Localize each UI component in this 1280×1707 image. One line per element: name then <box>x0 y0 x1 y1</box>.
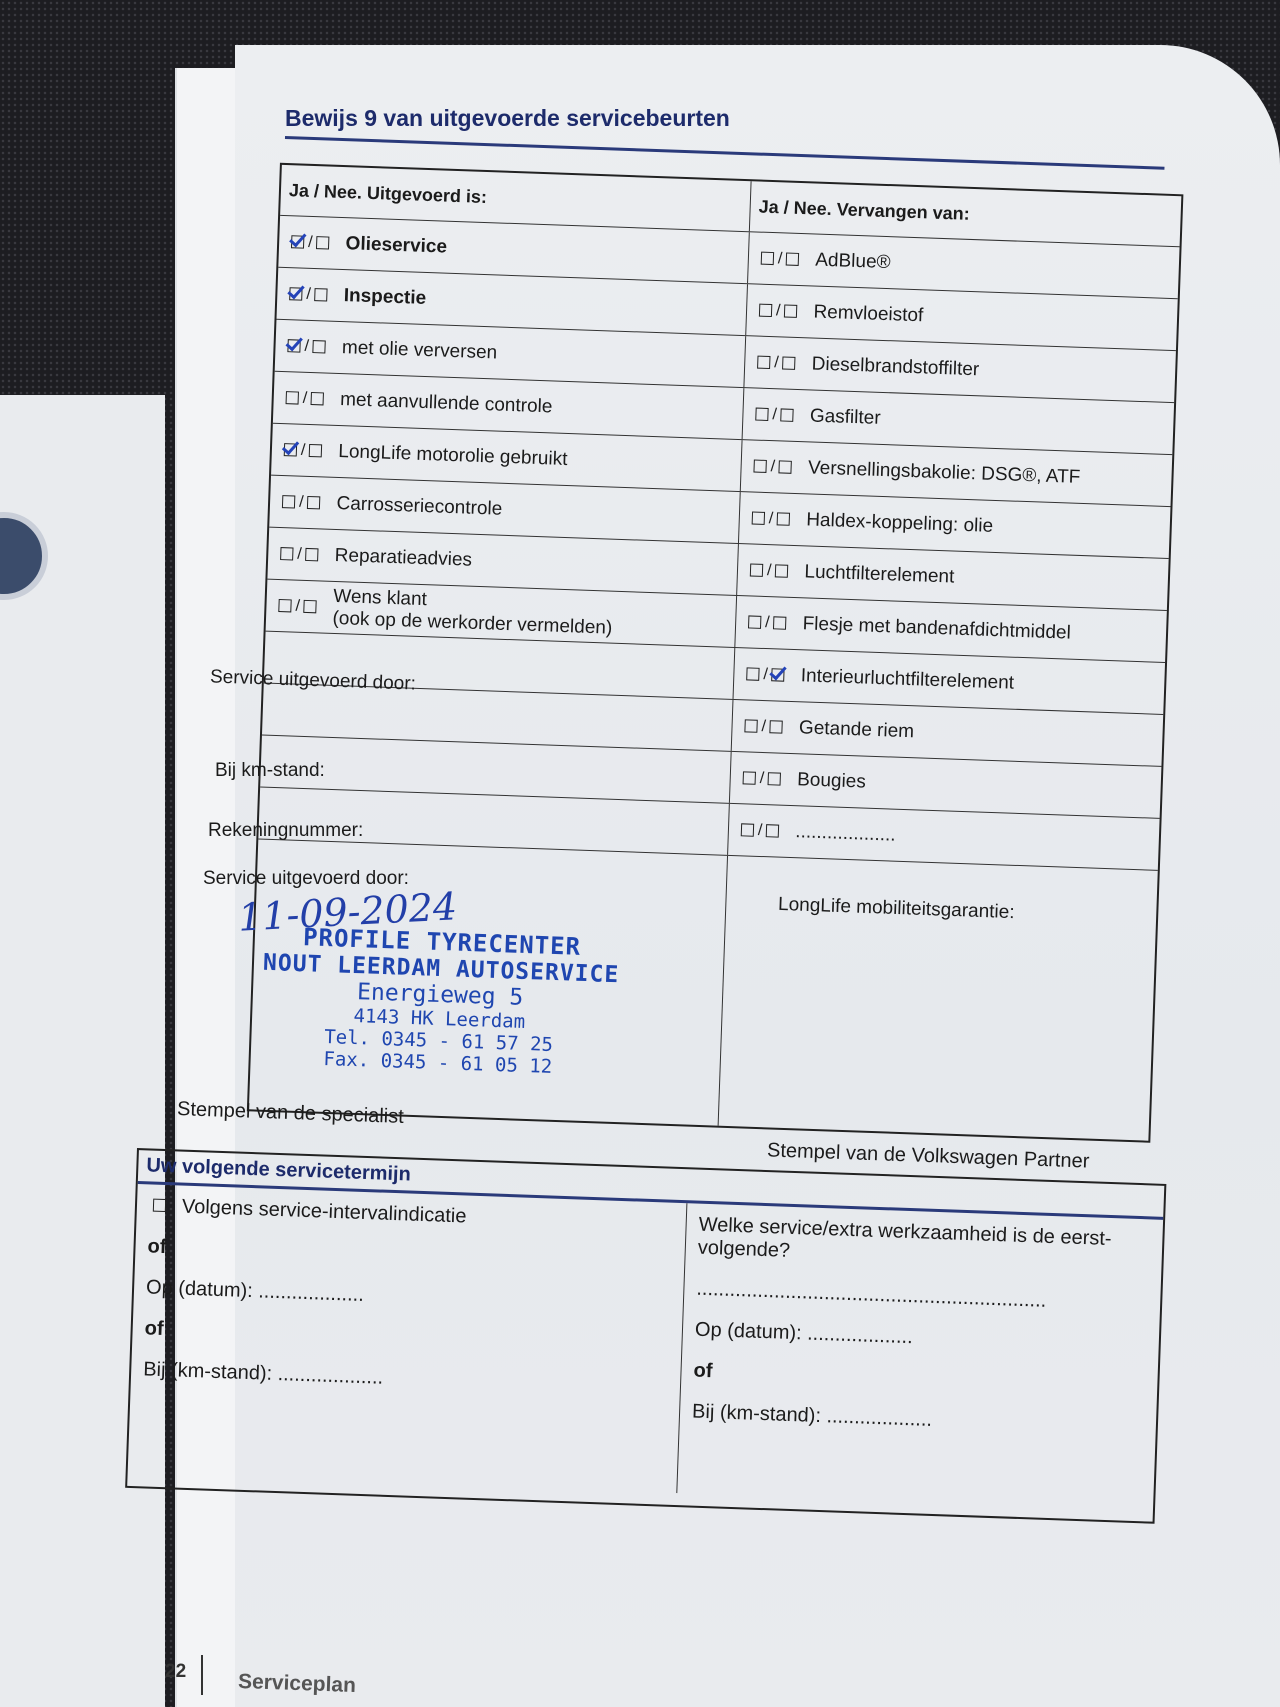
service-item-label: met aanvullende controle <box>339 388 553 417</box>
yes-no-checkbox[interactable]: / <box>749 457 796 477</box>
service-item-label: met olie verversen <box>341 336 498 363</box>
yes-no-checkbox[interactable]: / <box>740 717 787 737</box>
account-label: Rekeningnummer: <box>208 820 364 841</box>
service-item-label: Carrosseriecontrole <box>336 492 503 520</box>
header-left: Ja / Nee. Uitgevoerd is: <box>280 165 751 231</box>
replacement-item-label: ................... <box>795 820 897 846</box>
dealer-stamp <box>223 921 658 1082</box>
stamp-line-2: NOUT LEERDAM AUTOSERVICE <box>262 949 620 989</box>
replacement-item-label: Remvloeistof <box>813 301 924 326</box>
replacement-item-label: Versnellingsbakolie: DSG®, ATF <box>807 456 1081 488</box>
yes-no-checkbox[interactable]: / <box>751 405 798 425</box>
service-by-label-2: Service uitgevoerd door: <box>203 868 409 889</box>
km-stand-label: Bij km-stand: <box>215 760 325 781</box>
service-item-sublabel: (ook op de werkorder vermelden) <box>332 607 613 639</box>
replacement-item-label: Luchtfilterelement <box>804 560 955 588</box>
service-item-label: Reparatieadvies <box>334 544 473 571</box>
replacement-item-label: Interieurluchtfilterelement <box>800 664 1015 694</box>
section-label: Serviceplan <box>237 1669 357 1698</box>
page-number: 22 <box>165 1661 187 1682</box>
footer-divider <box>201 1655 203 1695</box>
stamp-line-5: Tel. 0345 - 61 57 25 <box>323 1025 554 1056</box>
next-service-title: Uw volgende servicetermijn <box>138 1150 1165 1220</box>
yes-no-checkbox[interactable]: / <box>287 233 334 253</box>
next-question: Welke service/extra werkzaamheid is de eerst-volgende? <box>697 1213 1112 1262</box>
service-by-label: Service uitgevoerd door: <box>209 666 417 695</box>
page-title: Bewijs 9 van uitgevoerde servicebeurten <box>285 105 730 131</box>
next-date-right[interactable]: Op (datum): ................... <box>694 1318 914 1349</box>
next-opt1[interactable]: Volgens service-intervalindicatie <box>149 1194 674 1235</box>
stamp-vw-label: Stempel van de Volkswagen Partner <box>766 1139 1090 1173</box>
next-service-block <box>124 1148 1176 1544</box>
next-left-col <box>128 1184 688 1493</box>
service-item-label: Inspectie <box>343 284 427 309</box>
yes-no-checkbox[interactable]: / <box>278 492 325 512</box>
yes-no-checkbox[interactable]: / <box>748 509 795 529</box>
stamp-specialist-label: Stempel van de specialist <box>176 1098 405 1128</box>
yes-no-checkbox[interactable]: / <box>746 561 793 581</box>
stamp-line-4: 4143 HK Leerdam <box>353 1005 526 1033</box>
yes-no-checkbox[interactable]: / <box>280 440 327 460</box>
yes-no-checkbox[interactable]: / <box>285 285 332 305</box>
yes-no-checkbox[interactable]: / <box>283 337 330 357</box>
replacement-item-label: Flesje met bandenafdichtmiddel <box>802 612 1072 644</box>
next-service-box <box>125 1148 1166 1524</box>
next-service-body <box>128 1184 1163 1510</box>
next-dots[interactable]: ............................................................... <box>696 1277 1047 1312</box>
yes-no-checkbox[interactable]: / <box>753 353 800 373</box>
yes-no-checkbox[interactable]: / <box>274 596 321 616</box>
next-date[interactable]: Op (datum): ................... <box>145 1276 365 1306</box>
next-of-2: of <box>144 1317 164 1341</box>
service-item-label: LongLife motorolie gebruikt <box>338 440 568 470</box>
yes-no-checkbox[interactable]: / <box>737 821 784 841</box>
replacement-item-label: AdBlue® <box>814 249 891 273</box>
header-right: Ja / Nee. Vervangen van: <box>758 196 971 224</box>
yes-no-checkbox[interactable]: / <box>742 665 789 685</box>
replacement-item-label: Haldex-koppeling: olie <box>805 508 994 537</box>
service-item-label: Olieservice <box>345 232 448 258</box>
longlife-label: LongLife mobiliteitsgarantie: <box>777 893 1015 924</box>
next-right-col <box>677 1203 1163 1509</box>
handwritten-date: 11-09-2024 <box>236 884 459 940</box>
stamp-line-1: PROFILE TYRECENTER <box>302 923 582 961</box>
yes-no-checkbox[interactable]: / <box>744 613 791 633</box>
service-item-label: Wens klant <box>332 585 428 610</box>
yes-no-checkbox[interactable]: / <box>757 249 804 269</box>
yes-no-checkbox[interactable]: / <box>738 769 785 789</box>
yes-no-checkbox[interactable]: / <box>276 544 323 564</box>
next-of-3: of <box>693 1359 713 1383</box>
stamp-line-6: Fax. 0345 - 61 05 12 <box>323 1047 553 1078</box>
replacement-item-label: Dieselbrandstoffilter <box>811 352 980 380</box>
replacement-item-label: Bougies <box>796 768 867 793</box>
yes-no-checkbox[interactable]: / <box>281 389 328 409</box>
yes-no-checkbox[interactable]: / <box>755 301 802 321</box>
next-km-right[interactable]: Bij (km-stand): ................... <box>691 1400 933 1431</box>
checkbox-icon[interactable] <box>153 1199 166 1212</box>
stamp-line-3: Energieweg 5 <box>356 979 524 1011</box>
replacement-item-label: Getande riem <box>798 716 915 742</box>
next-km[interactable]: Bij (km-stand): ................... <box>142 1358 384 1389</box>
replacement-item-label: Gasfilter <box>809 404 881 429</box>
next-of-1: of <box>147 1235 167 1259</box>
